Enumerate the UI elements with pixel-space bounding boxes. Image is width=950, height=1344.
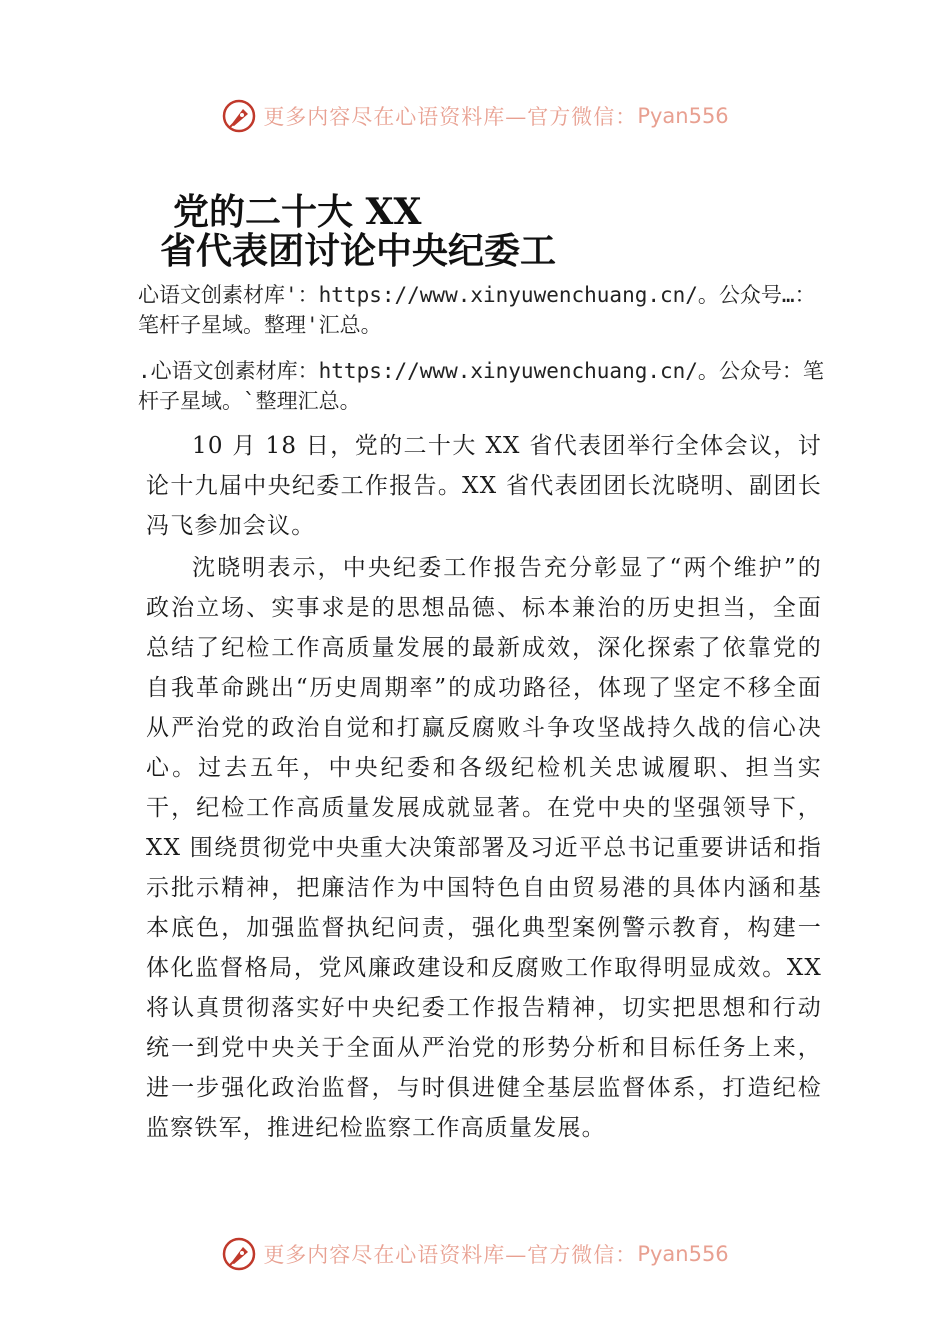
pen-nib-logo-icon — [221, 1236, 257, 1272]
document-title-line-2: 省代表团讨论中央纪委工 — [160, 230, 557, 272]
paragraph-text: 10 月 18 日，党的二十大 XX 省代表团举行全体会议，讨论十九届中央纪委工作报告。XX 省代表团团长沈晓明、副团长冯飞参加会议。 — [146, 433, 822, 539]
footer-banner — [0, 1234, 950, 1274]
source-note: .心语文创素材库：https://www.xinyuwenchuang.cn/。公众号：笔杆子星域。`整理汇总。 — [138, 359, 824, 413]
source-note: 心语文创素材库'：https://www.xinyuwenchuang.cn/。公众号…：笔杆子星域。整理'汇总。 — [138, 283, 816, 337]
header-banner — [0, 96, 950, 136]
banner-text: 更多内容尽在心语资料库—官方微信： — [263, 105, 638, 129]
paragraph-text: 沈晓明表示，中央纪委工作报告充分彰显了“两个维护”的政治立场、实事求是的思想品德、标本兼治的历史担当，全面总结了纪检工作高质量发展的最新成效，深化探索了依靠党的自我革命跳出“历史周期率”的成功路径，体现了坚定不移全面从严治党的政治自觉和打赢反腐败斗争攻坚战持久战的信心决心。过去五年，中央纪委和各级纪检机关忠诚履职、担当实干，纪检工作高质量发展成就显著。在党中央的坚强领导下，XX 围绕贯彻党中央重大决策部署及习近平总书记重要讲话和指示批示精神，把廉洁作为中国特色自由贸易港的具体内涵和基本底色，加强监督执纪问责，强化典型案例警示教育，构建一体化监督格局，党风廉政建设和反腐败工作取得明显成效。XX 将认真贯彻落实好中央纪委工作报告精神，切实把思想和行动统一到党中央关于全面从严治党的形势分析和目标任务上来，进一步强化政治监督，与时俱进健全基层监督体系，打造纪检监察铁军，推进纪检监察工作高质量发展。 — [146, 555, 822, 1141]
body-paragraph — [146, 548, 822, 1148]
banner-text: 更多内容尽在心语资料库—官方微信： — [263, 1243, 638, 1267]
document-title-line-1: 党的二十大 XX — [173, 191, 422, 233]
banner-wechat-id: Pyan556 — [637, 1242, 729, 1266]
pen-nib-logo-icon — [221, 98, 257, 134]
banner-wechat-id: Pyan556 — [637, 104, 729, 128]
body-paragraph — [146, 426, 822, 546]
